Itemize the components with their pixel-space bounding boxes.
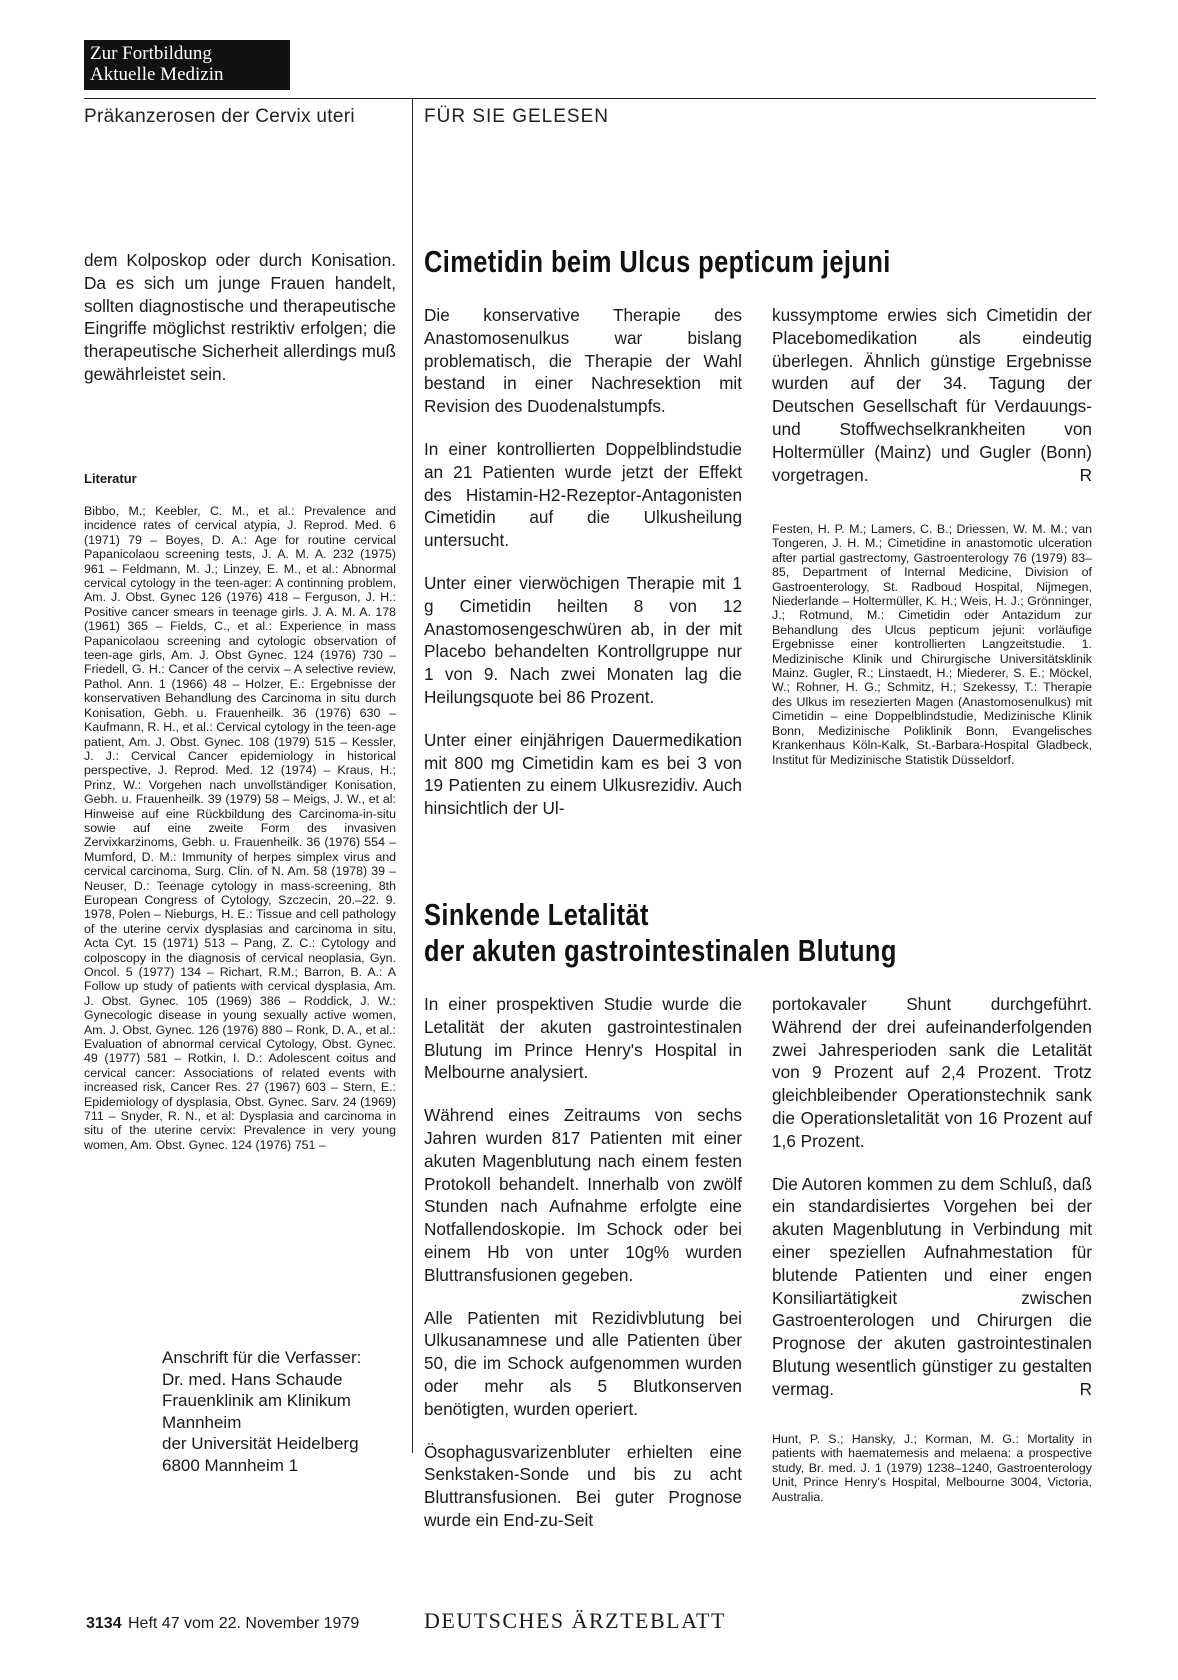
- article1-paragraph: Die konservative Therapie des Anastomosenulkus war bislang problematisch, die Therapie der Wahl bestand in einer Nachresektion mit Revision des Duodenalstumpfs.: [424, 305, 742, 417]
- issue-line: Heft 47 vom 22. November 1979: [128, 1615, 360, 1632]
- article2-signature: R: [1079, 1378, 1092, 1399]
- address-line: Anschrift für die Verfasser:: [162, 1348, 362, 1367]
- article2-col2: [772, 993, 1092, 1401]
- running-head-left: Präkanzerosen der Cervix uteri: [84, 106, 355, 127]
- running-head-right: FÜR SIE GELESEN: [424, 106, 609, 127]
- article2-paragraph: portokavaler Shunt durchgeführt. Während der drei aufeinanderfolgenden zwei Jahresperioden sank die Letalität von 9 Prozent auf 2,4 Prozent. Trotz gleichbleibender Operationstechnik sank die Operationsletalität von 16 Prozent auf 1,6 Prozent.: [772, 994, 1092, 1151]
- address-line: 6800 Mannheim 1: [162, 1455, 299, 1475]
- article1-title: Cimetidin beim Ulcus pepticum jejuni: [424, 244, 891, 279]
- top-rule: [84, 98, 1096, 99]
- article1-signature: R: [1079, 464, 1092, 485]
- left-continuation-text: dem Kolposkop oder durch Konisation. Da es sich um junge Frauen handelt, sollten diagnostische und therapeutische Eingriffe möglichst restriktiv erfolgen; die therapeutische Sicherheit allerdings muß gewährleistet sein.: [84, 250, 396, 384]
- article2-col1: [424, 993, 742, 1532]
- address-line: Frauenklinik am Klinikum: [162, 1391, 351, 1410]
- magazine-name: DEUTSCHES ÄRZTEBLATT: [424, 1608, 726, 1633]
- section-badge: [84, 40, 290, 90]
- article2-paragraph: [772, 1173, 1092, 1401]
- article1-paragraph: Unter einer einjährigen Dauermedikation mit 800 mg Cimetidin kam es bei 3 von 19 Patienten zu einem Ulkusrezidiv. Auch hinsichtlich der Ul-: [424, 729, 742, 819]
- article2-paragraph: Während eines Zeitraums von sechs Jahren wurden 817 Patienten mit einer akuten Magenblutung nach einem festen Protokoll behandelt. Innerhalb von zwölf Stunden nach Aufnahme erfolgte eine Notfallendoskopie. Im Schock oder bei einem Hb von unter 10g% wurden Bluttransfusionen gegeben.: [424, 1105, 742, 1285]
- article1-col2: [772, 304, 1092, 486]
- badge-line-1: Zur Fortbildung: [90, 43, 212, 64]
- article1-paragraph: In einer kontrollierten Doppelblindstudie an 21 Patienten wurde jetzt der Effekt des Histamin-H2-Rezeptor-Antagonisten Cimetidin auf die Ulkusheilung untersucht.: [424, 438, 742, 551]
- address-line: Mannheim: [162, 1412, 242, 1432]
- article1-col2-text: kussymptome erwies sich Cimetidin der Placebomedikation als eindeutig überlegen. Ähnlich günstige Ergebnisse wurden auf der 34. Tagung der Deutschen Gesellschaft für Verdauungs- und Stoffwechselkrankheiten von Holtermüller (Mainz) und Gugler (Bonn) vorgetragen.: [772, 305, 1092, 485]
- article2-col2-text: Die Autoren kommen zu dem Schluß, daß ein standardisiertes Vorgehen bei der akuten Magenblutung in Verbindung mit einer speziellen Aufnahmestation für blutende Patienten und einer engen Konsiliartätigkeit zwischen Gastroenterologen und Chirurgen die Prognose der akuten gastrointestinalen Blutung wesentlich günstiger zu gestalten vermag.: [772, 1173, 1092, 1399]
- literature-heading: Literatur: [84, 471, 137, 486]
- literature-list: Bibbo, M.; Keebler, C. M., et al.: Prevalence and incidence rates of cervical atypia, J. Reprod. Med. 6 (1971) 79 – Boyes, D. A.: Age for routine cervical Papanicolaou screening tests, J. A. M. A. 232 (1975) 961 – Feldmann, M. J.; Linzey, E. M., et al.: Abnormal cervical cytology in the teen-ager: A continning problem, Am. J. Obst. Gynec 126 (1976) 418 – Ferguson, J. H.: Positive cancer smears in teenage girls. J. A. M. A. 178 (1961) 365 – Fields, C., et al.: Experience in mass Papanicolaou screening and cytologic observation of teen-age girls, Am. J. Obst Gynec. 124 (1976) 730 – Friedell, G. H.: Cancer of the cervix – A selective review, Pathol. Ann. 1 (1966) 48 – Holzer, E.: Ergebnisse der konservativen Behandlung des Carcinoma in situ durch Konisation, Gebh. u. Frauenheilk. 36 (1976) 630 – Kaufmann, R. H., et al.: Cervical cytology in the teen-age patient, Am. J. Obst. Gynec. 108 (1979) 515 – Kessler, J. J.: Cervical Cancer epidemiology in historical perspective, J. Reprod. Med. 12 (1974) – Kraus, H.; Prinz, W.: Vorgehen nach unvollständiger Konisation, Gebh. u. Frauenheilk. 39 (1979) 58 – Meigs, J. W., et al: Hinweise auf eine Rückbildung des Carcinoma-in-situ sowie auf eine zweite Form des invasiven Zervixkarzinoms, Gebh. u. Frauenheilk. 36 (1976) 554 – Mumford, D. M.: Immunity of herpes simplex virus and cervical carcinoma, Surg. Clin. of N. Am. 58 (1978) 39 – Neuser, D.: Teenage cytology in mass-screening, 8th European Congress of Cytology, Szczecin, 20.–22. 9. 1978, Polen – Nieburgs, H. E.: Tissue and cell pathology of the uterine cervix dysplasias and carcinoma in situ, Acta Cyt. 15 (1971) 513 – Pang, Z. C.: Cytology and colposcopy in the diagnosis of cervical neoplasia, Gyn. Oncol. 5 (1977) 134 – Richart, R.M.; Barron, B. A.: A Follow up study of patients with cervical dysplasia, Am. J. Obst. Gynec. 105 (1969) 386 – Roddick, J. W.: Gynecologic disease in young sexually active women, Am. J. Obst. Gynec. 126 (1976) 880 – Ronk, D. A., et al.: Evaluation of abnormal cervical Cytology, Obst. Gynec. 49 (1977) 581 – Rotkin, I. D.: Adolescent coitus and cervical cancer: Associations of related events with increased risk, Cancer Res. 27 (1967) 603 – Stern, E.: Epidemiology of dysplasia, Obst. Gynec. Sarv. 24 (1969) 711 – Snyder, R. N., et al: Dysplasia and carcinoma in situ of the uterine cervix: Prevalence in very young women, Am. Obst. Gynec. 124 (1976) 751 –: [84, 504, 396, 1152]
- article2-paragraph: Ösophagusvarizenbluter erhielten eine Senkstaken-Sonde und bis zu acht Bluttransfusionen. Bei guter Prognose wurde ein End-zu-Seit: [424, 1441, 742, 1530]
- article2-title-line2: der akuten gastrointestinalen Blutung: [424, 933, 897, 968]
- page-number: 3134: [86, 1615, 122, 1632]
- article1-paragraph: [772, 304, 1092, 486]
- author-address: [162, 1347, 402, 1476]
- badge-line-2: Aktuelle Medizin: [90, 64, 224, 85]
- article2-paragraph: Alle Patienten mit Rezidivblutung bei Ulkusanamnese und alle Patienten über 50, die im Schock aufgenommen wurden oder mehr als 5 Blutkonserven benötigten, wurden operiert.: [424, 1307, 742, 1419]
- article2-reference: Hunt, P. S.; Hansky, J.; Korman, M. G.: Mortality in patients with haematemesis and melaena: a prospective study, Br. med. J. 1 (1979) 1238–1240, Gastroenterology Unit, Prince Henry's Hospital, Melbourne 3004, Victoria, Australia.: [772, 1432, 1092, 1504]
- article2-title-line1: Sinkende Letalität: [424, 897, 649, 932]
- article1-col1: [424, 304, 742, 840]
- column-divider: [412, 98, 413, 1453]
- article1-paragraph: Unter einer vierwöchigen Therapie mit 1 g Cimetidin heilten 8 von 12 Anastomosengeschwüren ab, in der mit Placebo behandelten Kontrollgruppe nur 1 von 9. Nach zwei Monaten lag die Heilungsquote bei 86 Prozent.: [424, 572, 742, 707]
- address-line: der Universität Heidelberg: [162, 1434, 359, 1453]
- article2-paragraph: In einer prospektiven Studie wurde die Letalität der akuten gastrointestinalen Blutung im Prince Henry's Hospital in Melbourne analysiert.: [424, 994, 742, 1083]
- address-line: Dr. med. Hans Schaude: [162, 1369, 343, 1389]
- article1-reference: Festen, H. P. M.; Lamers, C. B.; Driessen, W. M. M.; van Tongeren, J. H. M.; Cimetidine in anastomotic ulceration after partial gastrectomy, Gastroenterology 76 (1979) 83–85, Department of Internal Medicine, Division of Gastroenterology, St. Radboud Hospital, Nijmegen, Niederlande – Holtermüller, K. H.; Weis, H. J.; Grönninger, J.; Rotmund, M.: Cimetidin oder Antazidum zur Behandlung des Ulcus pepticum jejuni: vorläufige Ergebnisse einer kontrollierten Langzeitstudie. 1. Medizinische Klinik und Chirurgische Universitätsklinik Mainz. Gugler, R.; Linstaedt, H.; Miederer, S. E.; Möckel, W.; Rohner, H. G.; Schmitz, H.; Szekessy, T.: Therapie des Ulkus im resezierten Magen (Anastomosenulkus) mit Cimetidin – eine Doppelblindstudie, Medizinische Klinik Bonn, Medizinische Poliklinik Bonn, Evangelisches Krankenhaus Köln-Kalk, St.-Barbara-Hospital Gladbeck, Institut für Medizinische Statistik Düsseldorf.: [772, 522, 1092, 767]
